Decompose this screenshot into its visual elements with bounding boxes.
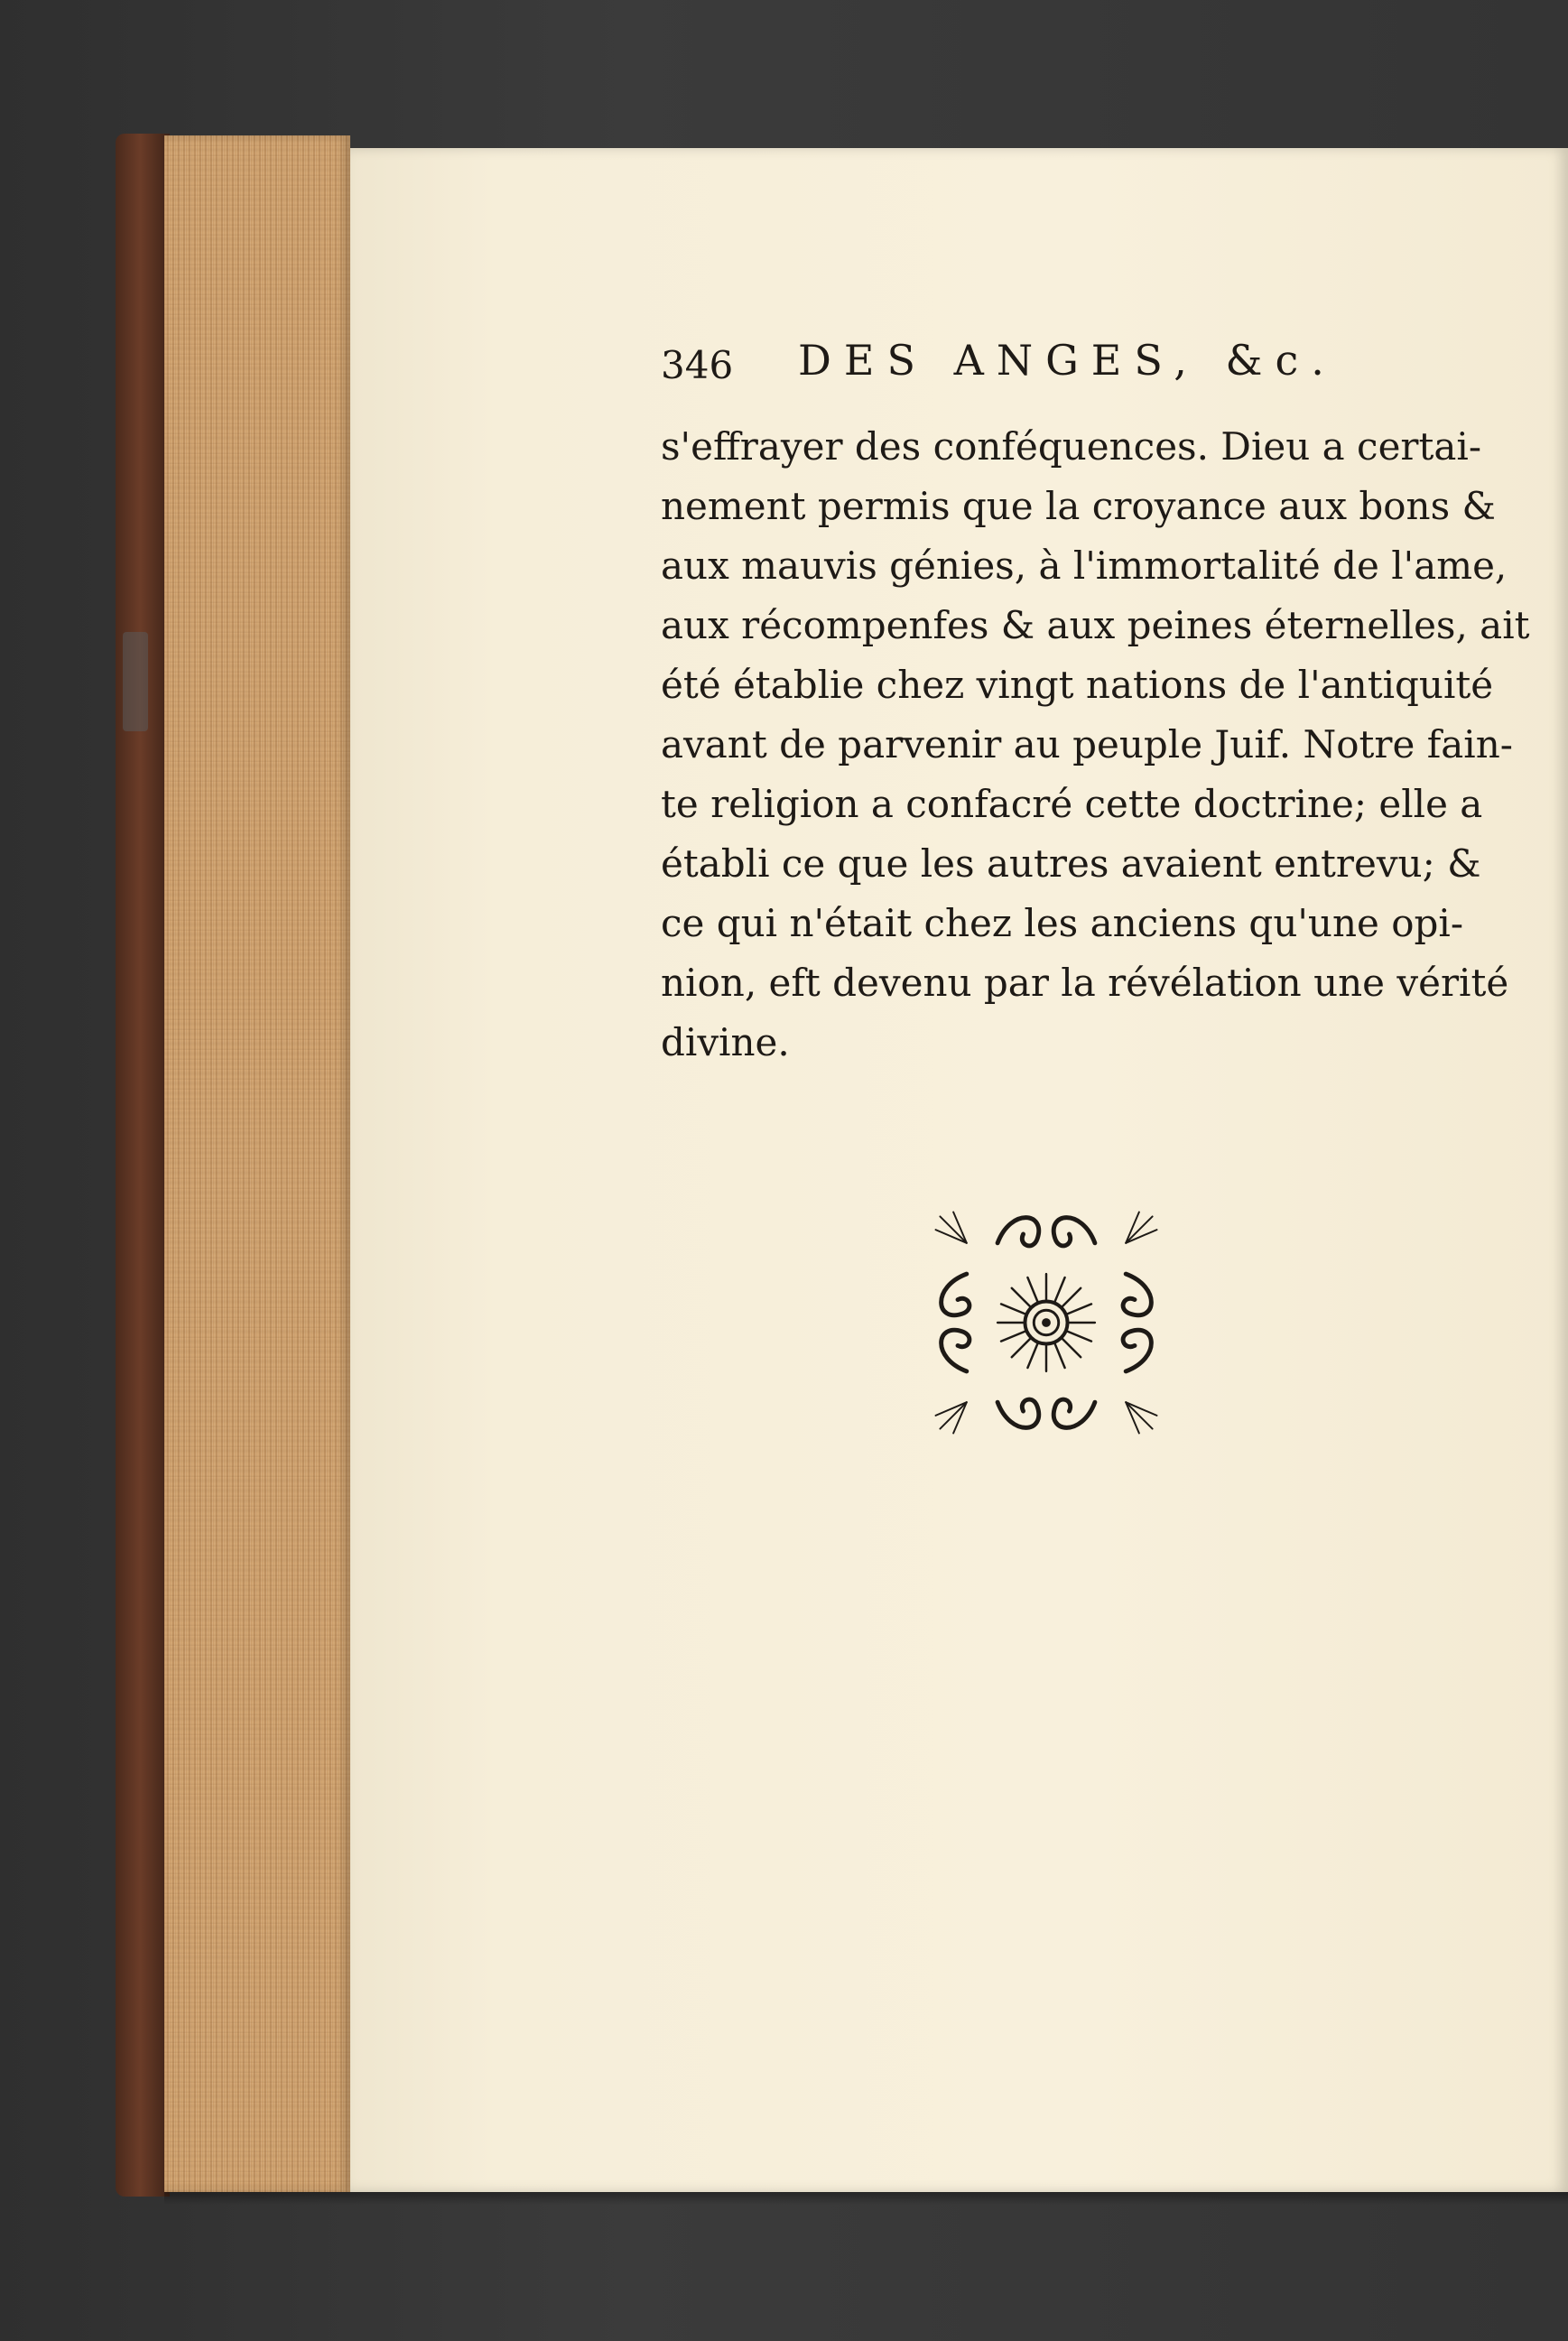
text-line: aux mauvis génies, à l'immortalité de l'ame, xyxy=(661,543,1508,588)
running-title: DES ANGES, &c. xyxy=(798,336,1337,385)
text-line: établi ce que les autres avaient entrevu; & xyxy=(661,841,1481,886)
text-line: ce qui n'était chez les anciens qu'une opi- xyxy=(661,901,1464,945)
cover-band xyxy=(123,632,148,731)
running-head xyxy=(661,336,1446,399)
page-edges-texture xyxy=(164,135,350,2192)
page-shadow xyxy=(164,2192,1568,2205)
text-line: nement permis que la croyance aux bons & xyxy=(661,484,1496,528)
text-line: te religion a confacré cette doctrine; elle a xyxy=(661,782,1483,826)
text-line: aux récompenfes & aux peines éternelles, ait xyxy=(661,603,1530,647)
floral-ornament-icon xyxy=(914,1190,1179,1455)
text-line: s'effrayer des conféquences. Dieu a certai- xyxy=(661,424,1482,469)
text-line: divine. xyxy=(661,1020,790,1064)
body-text xyxy=(661,417,1530,1073)
book-cover xyxy=(116,134,170,2197)
text-line: avant de parvenir au peuple Juif. Notre fain- xyxy=(661,722,1513,766)
text-line: été établie chez vingt nations de l'antiquité xyxy=(661,663,1494,707)
page-number: 346 xyxy=(661,343,734,387)
text-line: nion, eft devenu par la révélation une vérité xyxy=(661,961,1509,1005)
